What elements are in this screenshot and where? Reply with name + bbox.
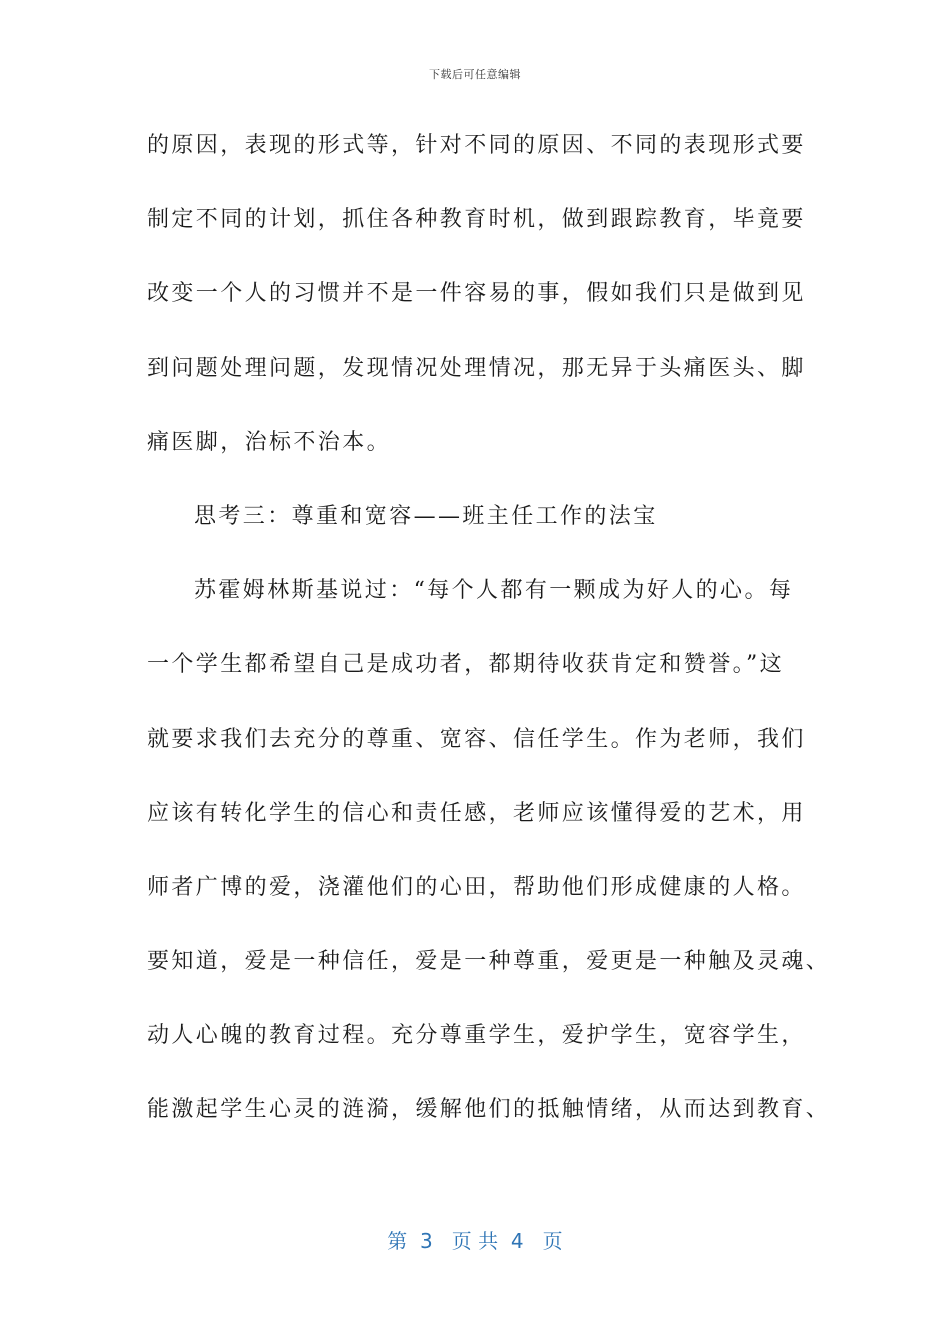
text-line: 到问题处理问题，发现情况处理情况，那无异于头痛医头、脚 bbox=[147, 355, 806, 381]
page-number-footer: 第 3 页 共 4 页 bbox=[387, 1229, 563, 1253]
text-line: 应该有转化学生的信心和责任感，老师应该懂得爱的艺术，用 bbox=[147, 800, 806, 826]
page-header: 下载后可任意编辑 bbox=[429, 68, 521, 81]
section-heading: 思考三：尊重和宽容——班主任工作的法宝 bbox=[194, 503, 658, 529]
document-body bbox=[147, 128, 831, 1167]
text-line: 要知道，爱是一种信任，爱是一种尊重，爱更是一种触及灵魂、 bbox=[147, 949, 831, 975]
text-line: 苏霍姆林斯基说过：“每个人都有一颗成为好人的心。每 bbox=[194, 578, 794, 604]
text-line: 改变一个人的习惯并不是一件容易的事，假如我们只是做到见 bbox=[147, 281, 806, 307]
text-line: 动人心魄的教育过程。充分尊重学生，爱护学生，宽容学生， bbox=[147, 1023, 806, 1049]
text-line: 制定不同的计划，抓住各种教育时机，做到跟踪教育，毕竟要 bbox=[147, 207, 806, 233]
text-line: 能激起学生心灵的涟漪，缓解他们的抵触情绪，从而达到教育、 bbox=[147, 1097, 831, 1123]
text-line: 就要求我们去充分的尊重、宽容、信任学生。作为老师，我们 bbox=[147, 726, 806, 752]
text-line: 痛医脚，治标不治本。 bbox=[147, 429, 392, 455]
text-line: 师者广博的爱，浇灌他们的心田，帮助他们形成健康的人格。 bbox=[147, 874, 806, 900]
text-line: 的原因，表现的形式等，针对不同的原因、不同的表现形式要 bbox=[147, 133, 806, 158]
text-line: 一个学生都希望自己是成功者，都期待收获肯定和赞誉。”这 bbox=[147, 652, 785, 678]
